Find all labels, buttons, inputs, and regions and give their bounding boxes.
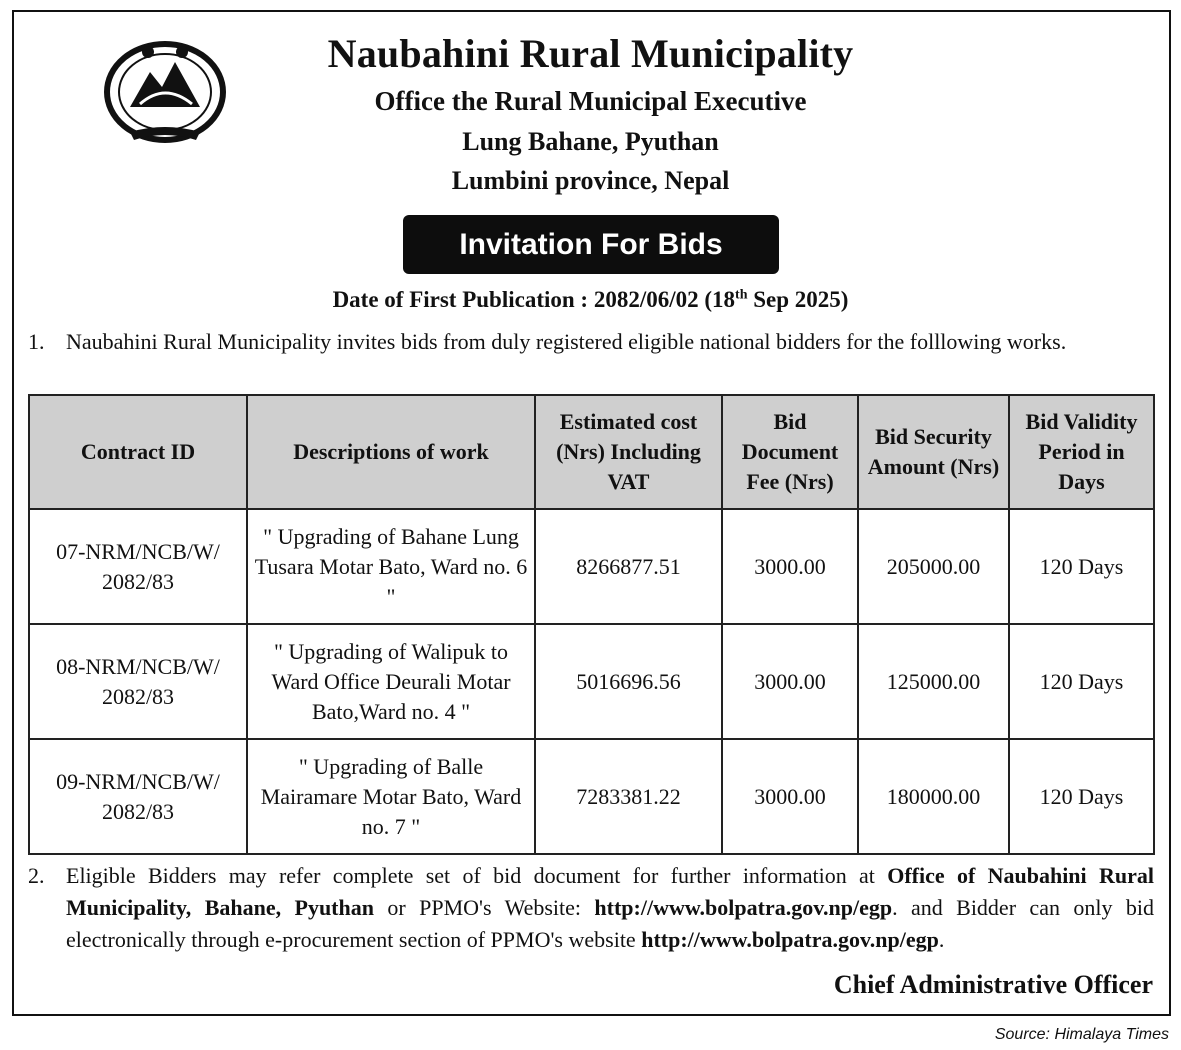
office-address-emphasis: Office of Naubahini Rural Municipality, Bahane, Pyuthan <box>66 863 1154 920</box>
paragraph-2-text-part: . and Bidder can only bid electronically through e-procurement section of PPMO's website <box>66 895 1154 952</box>
office-name: Office the Rural Municipal Executive <box>374 86 807 116</box>
cell-bid-validity: 120 Days <box>1009 739 1154 854</box>
invitation-banner: Invitation For Bids <box>403 215 779 274</box>
office-province: Lumbini province, Nepal <box>451 166 730 195</box>
office-location: Lung Bahane, Pyuthan <box>462 127 719 156</box>
header-contract-id: Contract ID <box>29 395 247 509</box>
cell-estimated-cost: 7283381.22 <box>535 739 722 854</box>
cell-bid-document-fee: 3000.00 <box>722 739 858 854</box>
paragraph-2 <box>28 860 1154 956</box>
paragraph-1 <box>28 326 1154 358</box>
publication-date-suffix: th <box>735 287 748 303</box>
cell-estimated-cost: 8266877.51 <box>535 509 722 624</box>
signature-title: Chief Administrative Officer <box>833 970 1153 999</box>
cell-description: " Upgrading of Walipuk to Ward Office Deurali Motar Bato,Ward no. 4 " <box>247 624 535 739</box>
paragraph-2-text-part: Eligible Bidders may refer complete set of bid document for further information at <box>66 863 888 888</box>
cell-bid-security: 125000.00 <box>858 624 1009 739</box>
header-bid-validity: Bid Validity Period in Days <box>1009 395 1154 509</box>
ppmo-website-link: http://www.bolpatra.gov.np/egp <box>641 927 939 952</box>
paragraph-2-text-part: . <box>938 927 945 952</box>
bids-table <box>28 394 1155 855</box>
header-bid-security: Bid Security Amount (Nrs) <box>858 395 1009 509</box>
header-bid-document-fee: Bid Document Fee (Nrs) <box>722 395 858 509</box>
publication-date-tail: Sep 2025) <box>747 287 849 312</box>
paragraph-1-number: 1. <box>28 329 45 354</box>
cell-bid-validity: 120 Days <box>1009 624 1154 739</box>
table-row <box>29 509 1154 624</box>
source-credit: Source: Himalaya Times <box>994 1026 1169 1043</box>
publication-date <box>0 287 1181 313</box>
paragraph-2-number: 2. <box>28 863 45 888</box>
header-estimated-cost: Estimated cost (Nrs) Including VAT <box>535 395 722 509</box>
paragraph-1-text: Naubahini Rural Municipality invites bids from duly registered eligible national bidders for the folllowing works. <box>66 329 1067 354</box>
cell-contract-id: 07-NRM/NCB/W/ 2082/83 <box>29 509 247 624</box>
header-description: Descriptions of work <box>247 395 535 509</box>
municipality-name: Naubahini Rural Municipality <box>327 31 854 76</box>
cell-description: " Upgrading of Balle Mairamare Motar Bato, Ward no. 7 " <box>247 739 535 854</box>
cell-bid-document-fee: 3000.00 <box>722 509 858 624</box>
paragraph-2-text-part: or PPMO's Website: <box>373 895 595 920</box>
cell-bid-security: 205000.00 <box>858 509 1009 624</box>
cell-bid-security: 180000.00 <box>858 739 1009 854</box>
ppmo-website-link: http://www.bolpatra.gov.np/egp <box>594 895 893 920</box>
cell-contract-id: 08-NRM/NCB/W/ 2082/83 <box>29 624 247 739</box>
cell-bid-document-fee: 3000.00 <box>722 624 858 739</box>
cell-estimated-cost: 5016696.56 <box>535 624 722 739</box>
publication-date-label: Date of First Publication : 2082/06/02 (18 <box>332 287 736 312</box>
table-row <box>29 739 1154 854</box>
table-row <box>29 624 1154 739</box>
cell-contract-id: 09-NRM/NCB/W/ 2082/83 <box>29 739 247 854</box>
cell-bid-validity: 120 Days <box>1009 509 1154 624</box>
paragraph-2-text <box>66 860 1154 956</box>
cell-description: " Upgrading of Bahane Lung Tusara Motar Bato, Ward no. 6 " <box>247 509 535 624</box>
table-header-row <box>29 395 1154 509</box>
